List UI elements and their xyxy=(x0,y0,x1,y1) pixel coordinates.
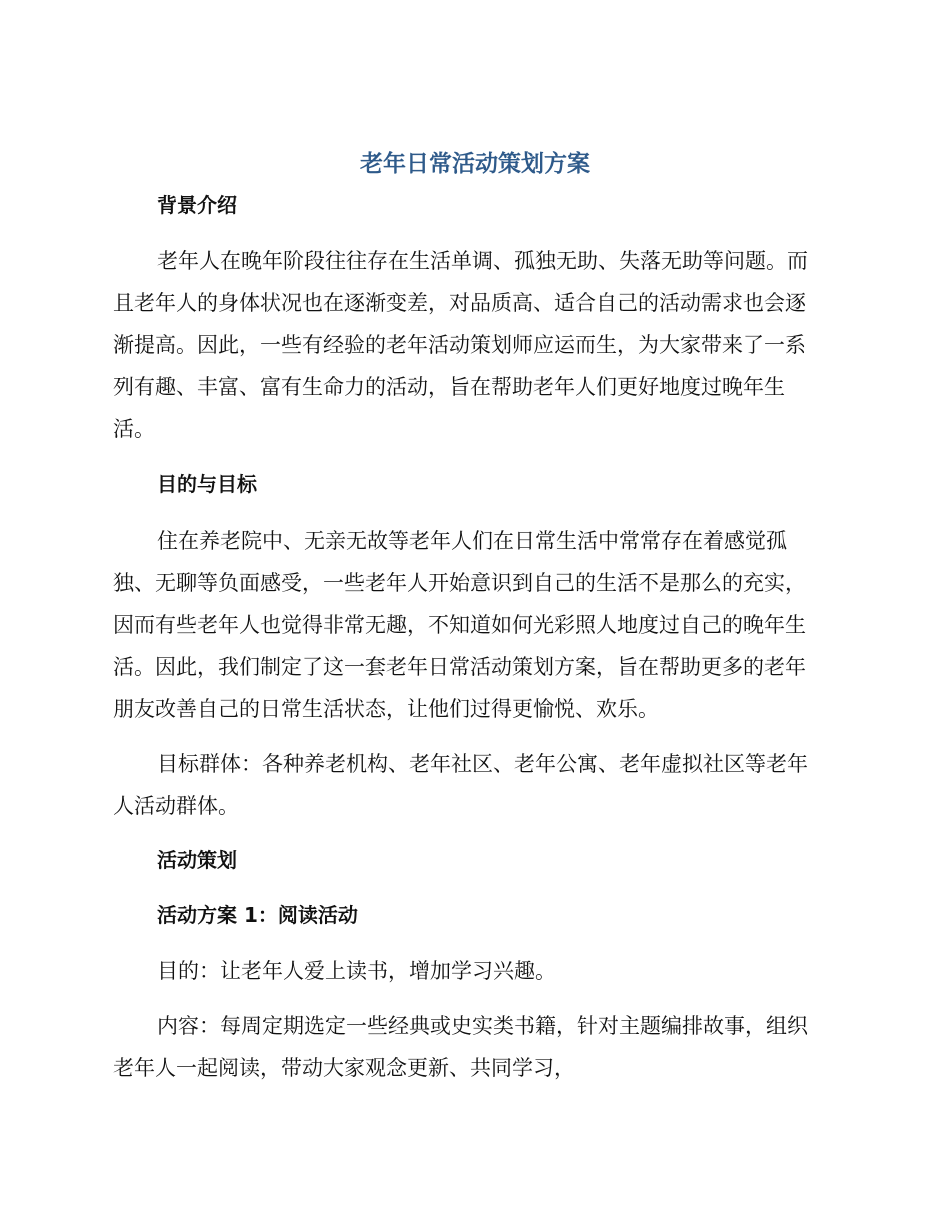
section-heading-activity-plan: 活动策划 xyxy=(157,848,237,872)
paragraph-target-group xyxy=(113,743,833,827)
subheading-activity-1: 活动方案 1：阅读活动 xyxy=(157,903,358,927)
text-line: 老年人在晚年阶段往往存在生活单调、孤独无助、失落无助等问题。而 xyxy=(157,249,808,273)
text-line: 内容：每周定期选定一些经典或史实类书籍，针对主题编排故事，组织 xyxy=(157,1014,808,1038)
text-line: 渐提高。因此，一些有经验的老年活动策划师应运而生，为大家带来了一系 xyxy=(113,333,806,357)
text-line: 人活动群体。 xyxy=(113,794,239,818)
text-line: 目的：让老年人爱上读书，增加学习兴趣。 xyxy=(157,959,556,983)
paragraph-activity-purpose xyxy=(113,950,833,992)
text-line: 住在养老院中、无亲无故等老年人们在日常生活中常常存在着感觉孤 xyxy=(157,529,787,553)
document-title: 老年日常活动策划方案 xyxy=(360,151,590,177)
section-heading-purpose: 目的与目标 xyxy=(157,472,257,496)
text-line: 目标群体：各种养老机构、老年社区、老年公寓、老年虚拟社区等老年 xyxy=(157,752,808,776)
text-line: 独、无聊等负面感受，一些老年人开始意识到自己的生活不是那么的充实， xyxy=(113,571,806,595)
paragraph-background xyxy=(113,240,833,450)
paragraph-activity-content xyxy=(113,1005,833,1089)
text-line: 老年人一起阅读，带动大家观念更新、共同学习， xyxy=(113,1056,575,1080)
text-line: 列有趣、丰富、富有生命力的活动，旨在帮助老年人们更好地度过晚年生 xyxy=(113,375,785,399)
section-heading-background: 背景介绍 xyxy=(157,193,237,217)
paragraph-purpose xyxy=(113,520,833,730)
text-line: 活。因此，我们制定了这一套老年日常活动策划方案，旨在帮助更多的老年 xyxy=(113,655,806,679)
text-line: 因而有些老年人也觉得非常无趣，不知道如何光彩照人地度过自己的晚年生 xyxy=(113,613,806,637)
text-line: 活。 xyxy=(113,417,155,441)
text-line: 朋友改善自己的日常生活状态，让他们过得更愉悦、欢乐。 xyxy=(113,697,659,721)
text-line: 且老年人的身体状况也在逐渐变差，对品质高、适合自己的活动需求也会逐 xyxy=(113,291,806,315)
